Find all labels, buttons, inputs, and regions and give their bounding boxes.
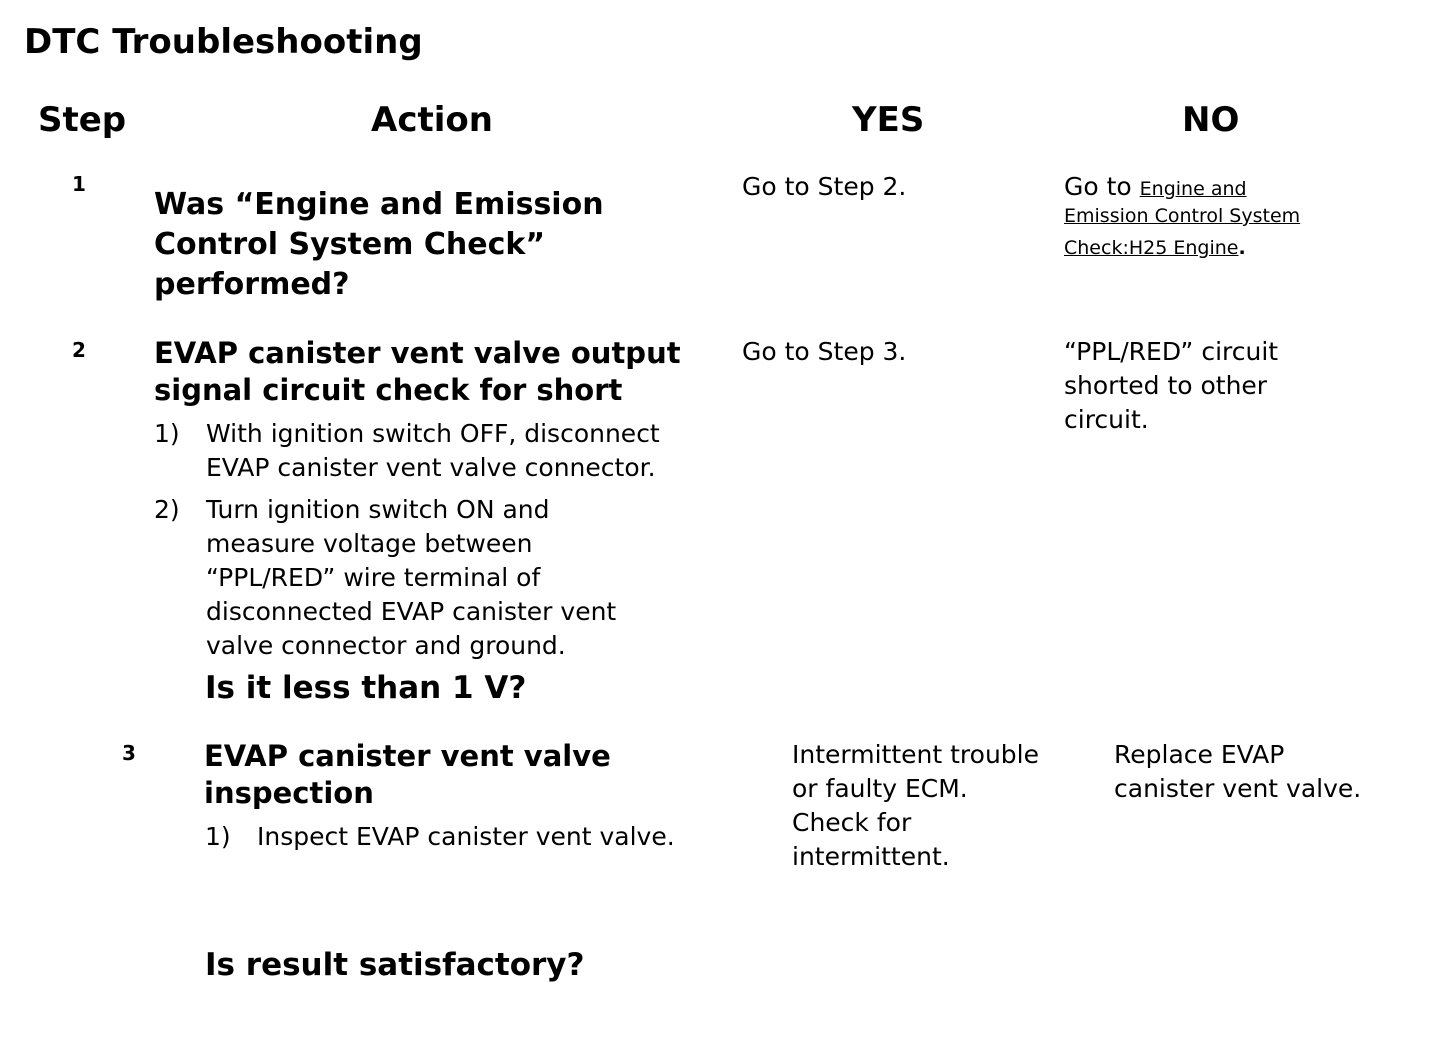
question-line: performed? [154,267,350,302]
substep-text: With ignition switch OFF, disconnect EVAP canister vent valve connector. [206,419,660,482]
step-number-2: 2 [72,338,86,362]
step-1-yes-result: Go to Step 2. [742,172,907,201]
step-3-question: Is result satisfactory? [205,947,585,983]
heading-line: signal circuit check for short [154,373,623,407]
step-number-1: 1 [72,172,86,196]
column-header-action: Action [371,100,493,140]
step-2-no-result: “PPL/RED” circuit shorted to other circuit. [1064,337,1279,434]
no-prefix-text: Go to [1064,172,1140,201]
engine-check-link[interactable]: Check:H25 Engine [1064,237,1239,259]
substep-text: Inspect EVAP canister vent valve. [257,822,675,851]
question-line: Control System Check” [154,227,546,262]
substep-item [154,493,739,663]
substep-item [154,417,739,485]
step-2-heading [154,335,739,409]
link-period: . [1238,237,1246,259]
step-2-yes-result: Go to Step 3. [742,337,907,366]
heading-line: inspection [204,776,374,810]
heading-line: EVAP canister vent valve output [154,336,681,370]
step-1-question [154,185,734,305]
step-number-3: 3 [122,741,136,765]
engine-check-link[interactable]: Emission Control System [1064,205,1301,227]
engine-check-link[interactable]: Engine and [1139,178,1247,200]
substep-item [205,820,765,854]
step-3-heading [204,738,764,812]
page-title: DTC Troubleshooting [24,22,423,62]
column-header-no: NO [1182,100,1240,140]
step-3-substeps [205,820,765,854]
heading-line: EVAP canister vent valve [204,739,611,773]
column-header-yes: YES [852,100,925,140]
step-2-substeps [154,417,739,663]
question-line: Was “Engine and Emission [154,187,604,222]
step-3-no-result: Replace EVAP canister vent valve. [1114,740,1362,803]
substep-text: Turn ignition switch ON and measure voltage between “PPL/RED” wire terminal of disconnected EVAP canister vent valve connector and ground. [206,495,617,660]
substep-number: 2) [154,495,180,524]
substep-number: 1) [154,419,180,448]
step-3-yes-result: Intermittent trouble or faulty ECM. Check for intermittent. [792,740,1039,871]
column-header-step: Step [38,100,127,140]
substep-number: 1) [205,822,231,851]
step-2-question: Is it less than 1 V? [205,670,527,706]
step-1-no-result [1064,170,1444,263]
